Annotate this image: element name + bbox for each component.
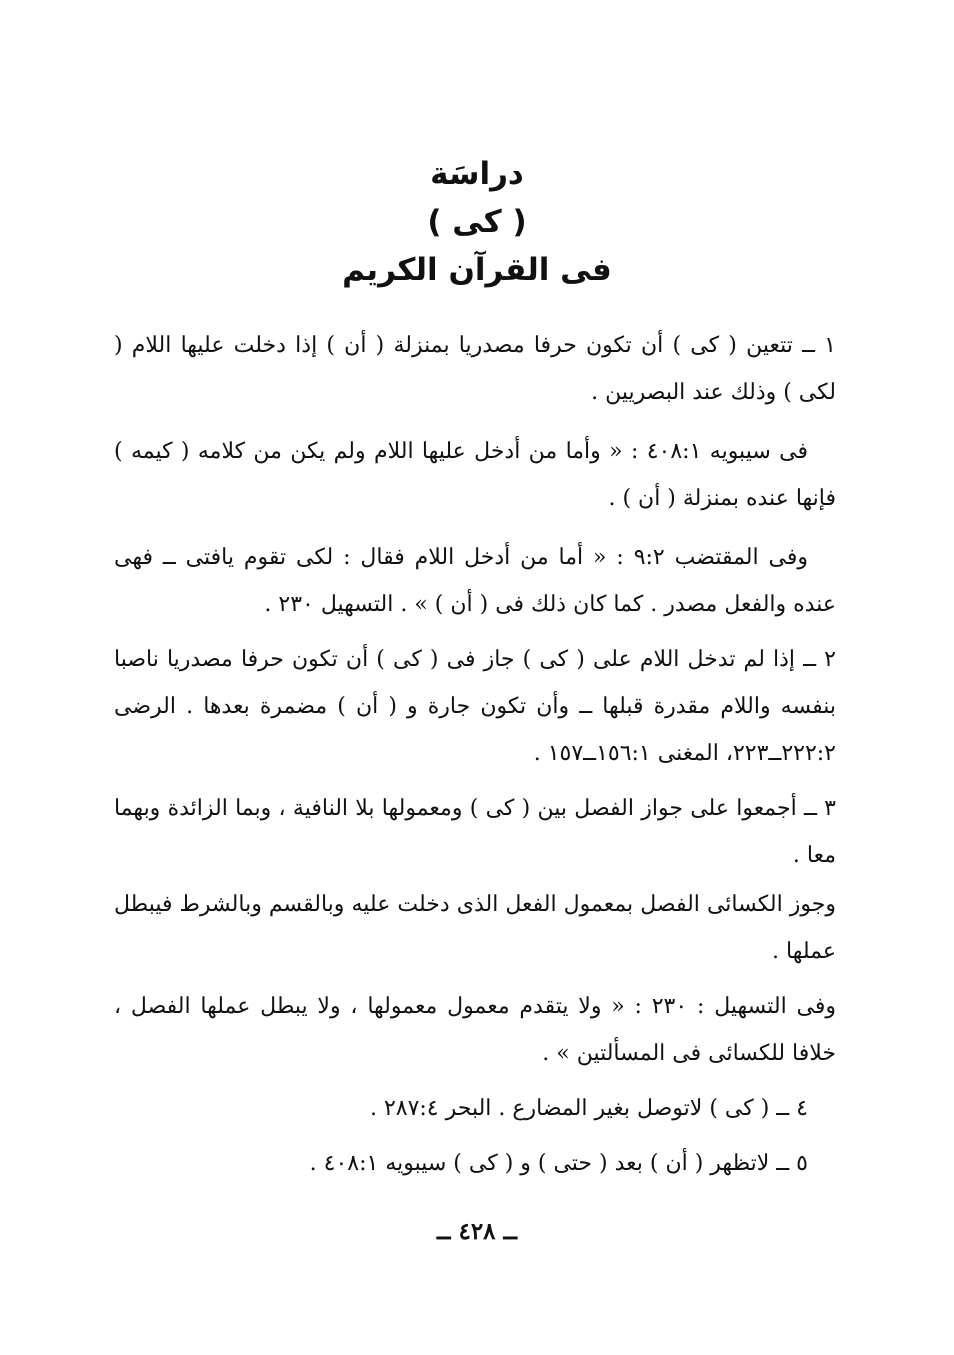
paragraph-3: وفى المقتضب ٩:٢ : « أما من أدخل اللام فقال : لكى تقوم يافتى ــ فهى عنده والفعل مصدر . كما كان ذلك فى ( أن ) » . التسهيل ٢٣٠ .: [114, 545, 836, 617]
paragraph-4: ٢ ــ إذا لم تدخل اللام على ( كى ) جاز فى ( كى ) أن تكون حرفا مصدريا ناصبا بنفسه واللام مقدرة قبلها ــ وأن تكون جارة و ( أن ) مضمرة بعدها . الرضى ٢٢٢:٢ــ٢٢٣، المغنى ١٥٦:١ــ١٥٧ .: [114, 647, 836, 766]
paragraph-5: ٣ ــ أجمعوا على جواز الفصل بين ( كى ) ومعمولها بلا النافية ، وبما الزائدة وبهما معا .: [114, 796, 836, 868]
title-block: [0, 150, 954, 294]
paragraph-6: وجوز الكسائى الفصل بمعمول الفعل الذى دخلت عليه وبالقسم وبالشرط فيبطل عملها .: [114, 892, 836, 964]
title-line-3: فى القرآن الكريم: [342, 252, 612, 288]
body-text: [114, 322, 836, 1187]
paragraph-2: فى سيبويه ٤٠٨:١ : « وأما من أدخل عليها اللام ولم يكن من كلامه ( كيمه ) فإنها عنده بمنزلة ( أن ) .: [114, 439, 836, 511]
title-line-2: ( كى ): [427, 204, 527, 240]
paragraph-1: ١ ــ تتعين ( كى ) أن تكون حرفا مصدريا بمنزلة ( أن ) إذا دخلت عليها اللام ( لكى ) وذلك عند البصريين .: [114, 333, 836, 405]
page-number: ــ ٤٢٨ ــ: [436, 1218, 518, 1245]
title-line-1: دراسَة: [430, 156, 524, 192]
paragraph-7: وفى التسهيل : ٢٣٠ : « ولا يتقدم معمول معمولها ، ولا يبطل عملها الفصل ، خلافا للكسائى فى المسألتين » .: [114, 994, 837, 1066]
paragraph-9: ٥ ــ لاتظهر ( أن ) بعد ( حتى ) و ( كى ) سيبويه ٤٠٨:١ .: [309, 1151, 808, 1176]
paragraph-8: ٤ ــ ( كى ) لاتوصل بغير المضارع . البحر ٢٨٧:٤ .: [369, 1096, 808, 1121]
